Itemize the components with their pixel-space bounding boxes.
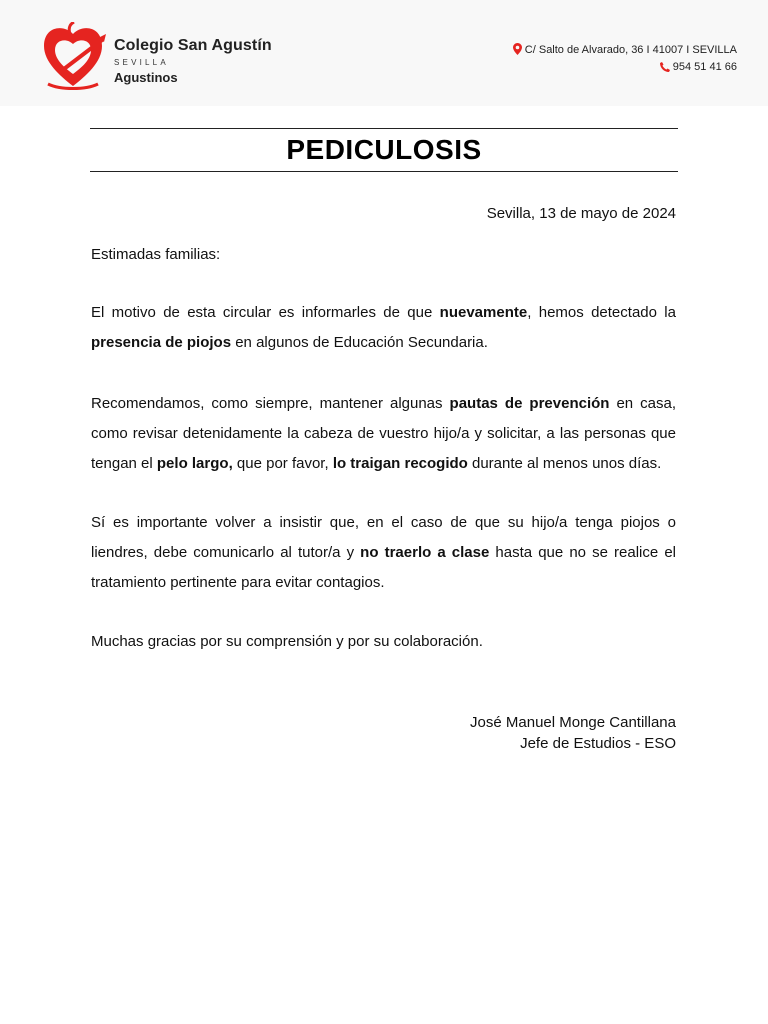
p2-bold-1: pautas de prevención <box>449 395 610 412</box>
phone-text: 954 51 41 66 <box>672 61 737 73</box>
greeting: Estimadas familias: <box>91 246 221 263</box>
school-name: Colegio San Agustín <box>114 37 272 54</box>
p1-text-d: en algunos de Educación Secundaria. <box>231 334 488 351</box>
contact-info <box>513 42 737 76</box>
p3-text-a: Sí es importante volver a insistir que, en el caso de que su hijo/a tenga piojos o liendres, debe comunicarlo al tutor/a y <box>91 514 676 561</box>
p2-text-a: Recomendamos, como siempre, mantener algunas <box>91 395 450 412</box>
school-logo-icon <box>38 22 108 92</box>
location-pin-icon <box>513 43 522 55</box>
p1-bold-1: nuevamente <box>439 304 528 321</box>
paragraph-2 <box>91 389 676 479</box>
phone-icon <box>660 62 670 72</box>
p1-text-c: , hemos detectado la <box>527 304 676 321</box>
p2-text-d: que por favor, <box>232 455 333 472</box>
signer-role: Jefe de Estudios - ESO <box>520 735 676 752</box>
page-title: PEDICULOSIS <box>286 134 482 165</box>
school-city: SEVILLA <box>114 58 169 67</box>
paragraph-1 <box>91 298 676 358</box>
address-text: C/ Salto de Alvarado, 36 I 41007 I SEVILLA <box>524 44 737 56</box>
address-line <box>513 42 737 59</box>
p1-text-a: El motivo de esta circular es informarles de que <box>91 304 440 321</box>
closing: Muchas gracias por su comprensión y por su colaboración. <box>91 633 483 650</box>
paragraph-3 <box>91 508 676 598</box>
title-block <box>90 128 678 172</box>
signature-block <box>470 712 676 754</box>
p2-bold-2: pelo largo, <box>156 455 233 472</box>
signer-name: José Manuel Monge Cantillana <box>470 714 676 731</box>
school-order: Agustinos <box>114 70 178 85</box>
p3-text-c: hasta que no se realice el tratamiento pertinente para evitar contagios. <box>91 544 676 591</box>
p2-text-c: en casa, como revisar detenidamente la cabeza de vuestro hijo/a y solicitar, a las personas que tengan el <box>91 395 677 472</box>
p3-bold-1: no traerlo a clase <box>360 544 490 561</box>
letterhead <box>0 0 768 106</box>
p1-bold-2: presencia de piojos <box>91 334 232 351</box>
p2-text-e: durante al menos unos días. <box>467 455 662 472</box>
letter-date: Sevilla, 13 de mayo de 2024 <box>486 205 676 222</box>
phone-line <box>513 59 737 76</box>
p2-bold-3: lo traigan recogido <box>332 455 468 472</box>
